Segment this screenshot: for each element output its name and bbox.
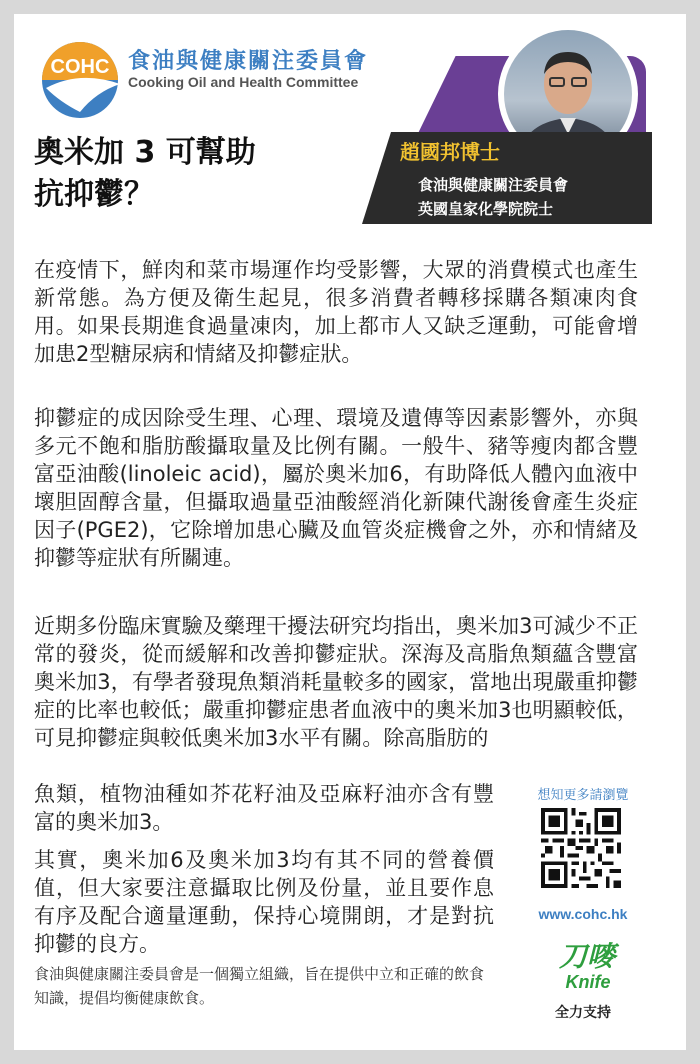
cohc-logo — [36, 40, 132, 120]
author-title-1: 食油與健康關注委員會 — [418, 176, 569, 194]
knife-logo-zh: 刀嘜 — [558, 940, 616, 973]
author-title-2: 英國皇家化學院院士 — [418, 200, 554, 218]
logo-text: COHC — [50, 56, 110, 78]
more-info-label: 想知更多請瀏覽 — [537, 788, 629, 803]
headline-line-1: 奧米加 3 可幫助 — [34, 135, 256, 170]
support-label: 全力支持 — [555, 1005, 611, 1021]
org-name-zh: 食油與健康關注委員會 — [128, 49, 369, 74]
paragraph-2: 抑鬱症的成因除受生理、心理、環境及遺傳等因素影響外，亦與多元不飽和脂肪酸攝取量及比例有關。一般牛、豬等瘦肉都含豐富亞油酸(linoleic acid)，屬於奧米加6，有助降低人體內血液中壞胆固醇含量，但攝取過量亞油酸經消化新陳代謝後會產生炎症因子(PGE2)，它除增加患心臟及血管炎症機會之外，亦和情緒及抑鬱等症狀有所關連。 — [34, 406, 638, 570]
paragraph-4: 其實，奧米加6及奧米加3均有其不同的營養價值，但大家要注意攝取比例及份量，並且要作息有序及配合適量運動，保持心境開朗，才是對抗抑鬱的良方。 — [34, 848, 494, 956]
author-name: 趙國邦博士 — [400, 140, 500, 164]
knife-logo-en: Knife — [565, 972, 611, 992]
page-title — [34, 132, 354, 216]
org-name-en: Cooking Oil and Health Committee — [128, 74, 359, 90]
paragraph-3-continued: 魚類，植物油種如芥花籽油及亞麻籽油亦含有豐富的奧米加3。 — [34, 782, 494, 834]
qr-code[interactable] — [541, 808, 621, 888]
paragraph-1: 在疫情下，鮮肉和菜市場運作均受影響，大眾的消費模式也產生新常態。為方便及衛生起見，很多消費者轉移採購各類凍肉食用。如果長期進食過量凍肉，加上都市人又缺乏運動，可能會增加患2型糖尿病和情緒及抑鬱症狀。 — [34, 258, 638, 366]
website-link[interactable]: www.cohc.hk — [538, 906, 628, 922]
footer-note: 食油與健康關注委員會是一個獨立組織，旨在提供中立和正確的飲食知識，提倡均衡健康飲食。 — [34, 965, 485, 1007]
paragraph-3: 近期多份臨床實驗及藥理干擾法研究均指出，奧米加3可減少不正常的發炎，從而緩解和改善抑鬱症狀。深海及高脂魚類蘊含豐富奧米加3，有學者發現魚類消耗量較多的國家，當地出現嚴重抑鬱症的比率也較低；嚴重抑鬱症患者血液中的奧米加3也明顯較低，可見抑鬱症與較低奧米加3水平有關。除高脂肪的 — [34, 614, 638, 750]
headline-line-2: 抗抑鬱？ — [34, 177, 154, 212]
knife-brand-logo — [548, 934, 626, 996]
